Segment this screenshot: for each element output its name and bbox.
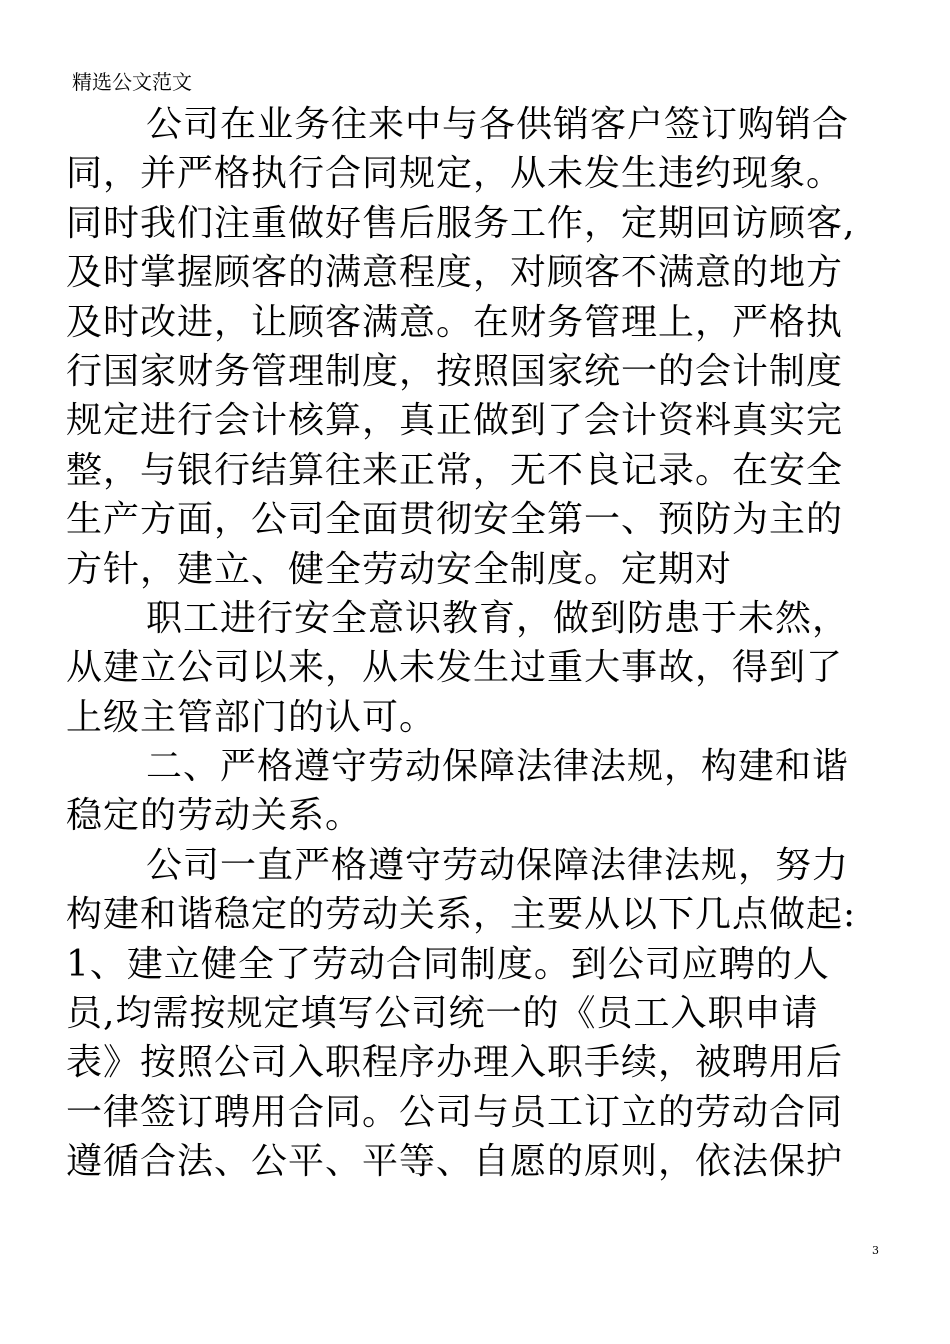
text-line: 规定进行会计核算，真正做到了会计资料真实完 (66, 400, 844, 442)
text-line: 行国家财务管理制度，按照国家统一的会计制度 (66, 350, 844, 392)
text-line: 二、严格遵守劳动保障法律法规，构建和谐 (146, 746, 850, 788)
text-line: 上级主管部门的认可。 (66, 696, 437, 738)
text-line: 同时我们注重做好售后服务工作，定期回访顾客, (66, 202, 856, 244)
text-line: 职工进行安全意识教育，做到防患于未然， (146, 597, 850, 639)
document-body (66, 100, 896, 1187)
text-line: 从建立公司以来，从未发生过重大事故，得到了 (66, 647, 844, 689)
text-line: 同，并严格执行合同规定，从未发生违约现象。 (66, 153, 844, 195)
text-line: 公司在业务往来中与各供销客户签订购销合 (146, 104, 850, 145)
text-line: 构建和谐稳定的劳动关系，主要从以下几点做起: (66, 894, 857, 936)
text-line: 1、建立健全了劳动合同制度。到公司应聘的人 (66, 943, 830, 985)
page-number: 3 (872, 1244, 879, 1257)
document-header: 精选公文范文 (72, 70, 192, 94)
text-line: 表》按照公司入职程序办理入职手续，被聘用后 (66, 1042, 844, 1084)
text-line: 公司一直严格遵守劳动保障法律法规，努力 (146, 844, 850, 886)
text-line: 稳定的劳动关系。 (66, 795, 363, 837)
text-line: 生产方面，公司全面贯彻安全第一、预防为主的 (66, 499, 844, 541)
text-line: 整，与银行结算往来正常，无不良记录。在安全 (66, 449, 844, 491)
text-line: 及时掌握顾客的满意程度，对顾客不满意的地方 (66, 252, 844, 294)
text-line: 一律签订聘用合同。公司与员工订立的劳动合同 (66, 1091, 844, 1133)
text-line: 及时改进，让顾客满意。在财务管理上，严格执 (66, 301, 844, 343)
text-line: 方针，建立、健全劳动安全制度。定期对 (66, 548, 733, 590)
text-line: 遵循合法、公平、平等、自愿的原则，依法保护 (66, 1141, 844, 1183)
text-line: 员,均需按规定填写公司统一的《员工入职申请 (66, 993, 819, 1035)
